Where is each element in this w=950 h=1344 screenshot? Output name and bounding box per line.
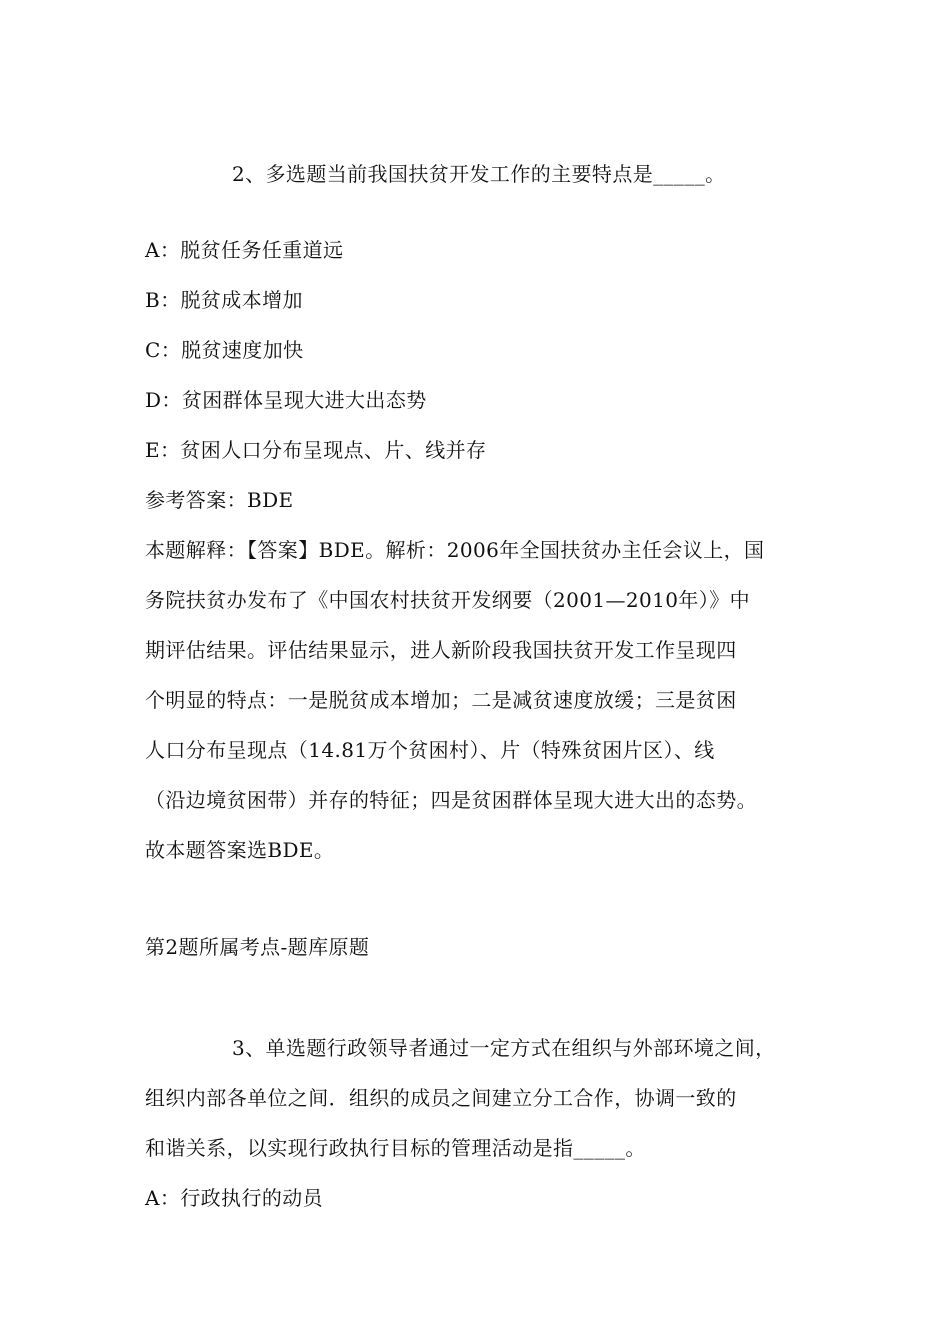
question-2-option-d: D：贫困群体呈现大进大出态势: [145, 388, 427, 412]
question-2-option-c: C：脱贫速度加快: [145, 338, 304, 362]
question-2-explanation-line: （沿边境贫困带）并存的特征；四是贫困群体呈现大进大出的态势。: [145, 788, 757, 812]
question-2-explanation-line: 本题解释：【答案】BDE。解析：2006年全国扶贫办主任会议上，国: [145, 538, 765, 562]
question-2-explanation-line: 期评估结果。评估结果显示，进人新阶段我国扶贫开发工作呈现四: [145, 638, 737, 662]
question-2-option-e: E：贫困人口分布呈现点、片、线并存: [145, 438, 487, 462]
question-2-explanation-line: 个明显的特点：一是脱贫成本增加；二是减贫速度放缓；三是贫困: [145, 688, 737, 712]
question-2-option-a: A：脱贫任务任重道远: [145, 238, 344, 262]
question-2-topic: 第2题所属考点-题库原题: [145, 935, 370, 959]
question-3-stem-line: 3、单选题行政领导者通过一定方式在组织与外部环境之间，: [232, 1036, 776, 1060]
question-3-option-a: A：行政执行的动员: [145, 1186, 324, 1210]
question-2-answer: 参考答案：BDE: [145, 488, 294, 512]
question-2-stem: 2、多选题当前我国扶贫开发工作的主要特点是_____。: [232, 162, 726, 186]
question-3-stem-line: 组织内部各单位之间．组织的成员之间建立分工合作，协调一致的: [145, 1086, 737, 1110]
question-3-stem-line: 和谐关系，以实现行政执行目标的管理活动是指_____。: [145, 1136, 646, 1160]
question-2-explanation-line: 务院扶贫办发布了《中国农村扶贫开发纲要（2001—2010年）》中: [145, 588, 750, 612]
question-2-explanation-line: 人口分布呈现点（14.81万个贫困村）、片（特殊贫困片区）、线: [145, 738, 715, 762]
question-2-explanation-line: 故本题答案选BDE。: [145, 838, 335, 862]
question-2-option-b: B：脱贫成本增加: [145, 288, 303, 312]
